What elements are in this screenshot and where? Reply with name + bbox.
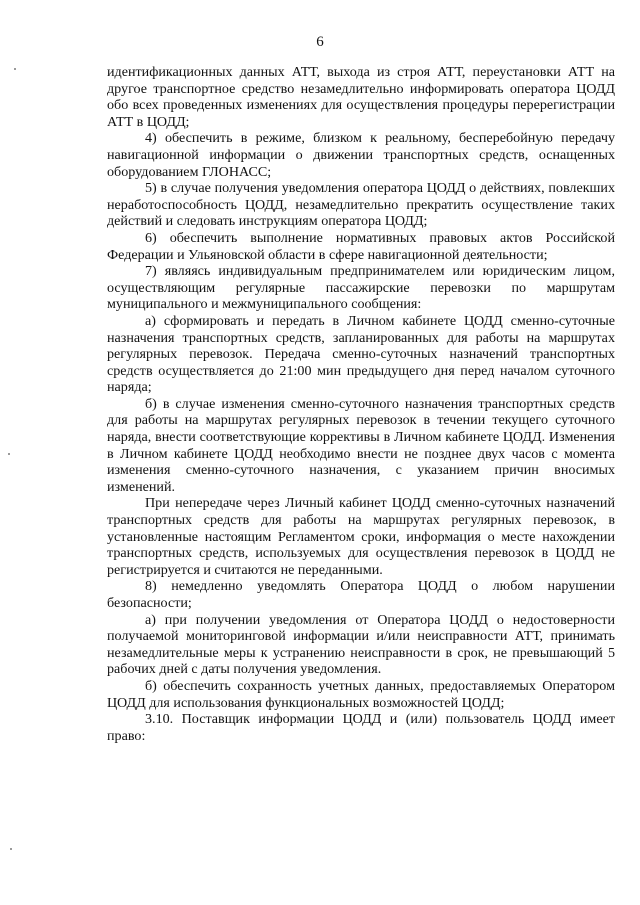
paragraph-item-7: 7) являясь индивидуальным предпринимателем или юридическим лицом, осуществляющим регулярные пассажирские перевозки по маршрутам муниципального и межмуниципального сообщения: (107, 263, 615, 313)
paragraph-item-7b: б) в случае изменения сменно-суточного назначения транспортных средств для работы на маршрутах регулярных перевозок в течении текущего суточного наряда, внести соответствующие коррективы в Личном кабинете ЦОДД. Изменения в Личном кабинете ЦОДД необходимо внести не позднее двух часов с момента изменения сменно-суточного назначения, с указанием причин вносимых изменений. (107, 395, 615, 495)
paragraph-section-3-10: 3.10. Поставщик информации ЦОДД и (или) пользователь ЦОДД имеет право: (107, 711, 615, 744)
paragraph-non-transfer: При непередаче через Личный кабинет ЦОДД сменно-суточных назначений транспортных средств для работы на маршрутах регулярных перевозок, в установленные настоящим Регламентом сроки, информация о месте нахождении транспортных средств, используемых для осуществления перевозок в ЦОДД не регистрируется и считаются не переданными. (107, 495, 615, 578)
paragraph-item-5: 5) в случае получения уведомления оператора ЦОДД о действиях, повлекших неработоспособность ЦОДД, незамедлительно прекратить осуществление таких действий и следовать инструкциям оператора ЦОДД; (107, 180, 615, 230)
paragraph-item-6: 6) обеспечить выполнение нормативных правовых актов Российской Федерации и Ульяновской области в сфере навигационной деятельности; (107, 229, 615, 263)
paragraph-continuation: идентификационных данных АТТ, выхода из строя АТТ, переустановки АТТ на другое транспортное средство незамедлительно информировать оператора ЦОДД обо всех проведенных изменениях для осуществления процедуры перерегистрации АТТ в ЦОДД; (107, 64, 615, 130)
paragraph-item-8b: б) обеспечить сохранность учетных данных, предоставляемых Оператором ЦОДД для использования функциональных возможностей ЦОДД; (107, 677, 615, 711)
paragraph-item-8: 8) немедленно уведомлять Оператора ЦОДД о любом нарушении безопасности; (107, 578, 615, 611)
scan-mark (10, 848, 12, 850)
scan-mark (14, 68, 16, 70)
scan-mark (8, 453, 10, 455)
paragraph-item-8a: а) при получении уведомления от Оператора ЦОДД о недостоверности получаемой мониторинговой информации и/или неисправности АТТ, принимать незамедлительные меры к устранению неисправности в срок, не превышающий 5 рабочих дней с даты получения уведомления. (107, 611, 615, 678)
paragraph-item-4: 4) обеспечить в режиме, близком к реальному, бесперебойную передачу навигационной информации о движении транспортных средств, оснащенных оборудованием ГЛОНАСС; (107, 130, 615, 180)
paragraph-item-7a: а) сформировать и передать в Личном кабинете ЦОДД сменно-суточные назначения транспортных средств, запланированных для работы на маршрутах регулярных перевозок. Передача сменно-суточных назначений транспортных средств осуществляется до 21:00 мин предыдущего дня перед началом суточного наряда; (107, 312, 615, 396)
page-number: 6 (316, 34, 324, 50)
document-body (107, 64, 615, 744)
